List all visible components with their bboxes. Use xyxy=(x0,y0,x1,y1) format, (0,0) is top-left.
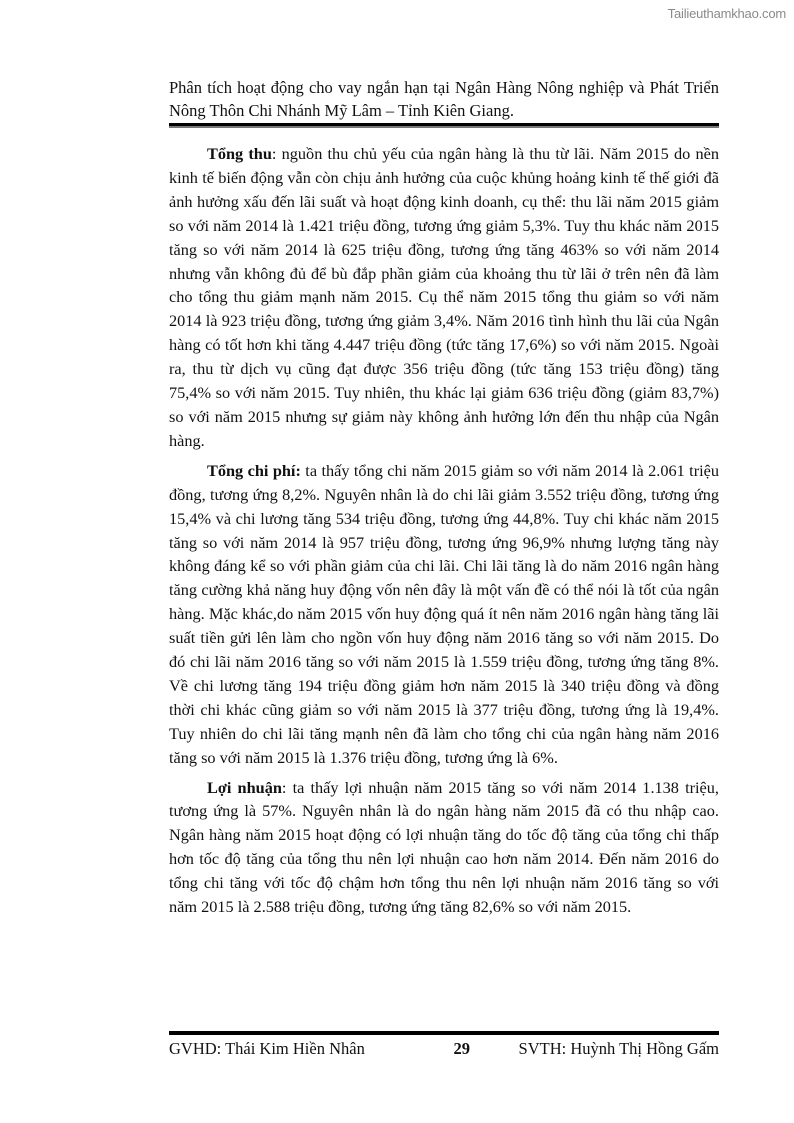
running-header: Phân tích hoạt động cho vay ngắn hạn tại Ngân Hàng Nông nghiệp và Phát Triển Nông Thôn Chi Nhánh Mỹ Lâm – Tỉnh Kiên Giang. xyxy=(169,78,719,120)
paragraph-lead: Lợi nhuận xyxy=(207,777,282,797)
paragraph-tong-thu xyxy=(169,142,719,453)
footer-divider xyxy=(169,1031,719,1035)
paragraph-tong-chi-phi xyxy=(169,459,719,770)
paragraph-loi-nhuan xyxy=(169,776,719,919)
page-number: 29 xyxy=(453,1039,470,1058)
running-footer xyxy=(169,1038,719,1060)
header-divider xyxy=(169,123,719,128)
paragraph-lead: Tổng thu xyxy=(207,144,272,163)
watermark: Tailieuthamkhao.com xyxy=(667,6,786,21)
paragraph-lead: Tổng chi phí: xyxy=(207,460,301,480)
document-body xyxy=(169,142,719,925)
footer-advisor: GVHD: Thái Kim Hiền Nhân xyxy=(169,1039,365,1058)
paragraph-text: : nguồn thu chủ yếu của ngân hàng là thu từ lãi. Năm 2015 do nền kinh tế biến động vẫn còn chịu ảnh hưởng của cuộc khủng hoảng kinh tế thế giới đã ảnh hưởng xấu đến lãi suất và hoạt động kinh doanh, cụ thể: thu lãi năm 2015 giảm so với năm 2014 là 1.421 triệu đồng, tương ứng giảm 5,3%. Tuy thu khác năm 2015 tăng so với năm 2014 là 625 triệu đồng, tương ứng tăng 463% so với năm 2014 nhưng vẫn không đủ để bù đắp phần giảm của khoảng thu từ lãi ở trên nên đã làm cho tổng thu giảm mạnh năm 2015. Cụ thể năm 2015 tổng thu giảm so với năm 2014 là 923 triệu đồng, tương ứng giảm 3,4%. Năm 2016 tình hình thu lãi của Ngân hàng có tốt hơn khi tăng 4.447 triệu đồng (tức tăng 17,6%) so với năm 2015. Ngoài ra, thu từ dịch vụ cũng đạt được 356 triệu đồng (tức tăng 153 triệu đồng) tăng 75,4% so với năm 2015. Tuy nhiên, thu khác lại giảm 636 triệu đồng (giảm 83,7%) so với năm 2015 nhưng sự giảm này không ảnh hưởng lớn đến thu nhập của Ngân hàng. xyxy=(169,144,719,450)
footer-student: SVTH: Huỳnh Thị Hồng Gấm xyxy=(518,1039,719,1058)
paragraph-text: : ta thấy lợi nhuận năm 2015 tăng so với năm 2014 1.138 triệu, tương ứng là 57%. Nguyên nhân là do ngân hàng năm 2015 đã có thu nhập cao. Ngân hàng năm 2015 hoạt động có lợi nhuận tăng do tốc độ tăng của tổng chi thấp hơn tốc độ tăng của tổng thu nên lợi nhuận cao hơn năm 2014. Đến năm 2016 do tổng chi tăng với tốc độ chậm hơn tổng thu nên lợi nhuận năm 2016 tăng so với năm 2015 là 2.588 triệu đồng, tương ứng tăng 82,6% so với năm 2015. xyxy=(169,777,719,917)
paragraph-text: ta thấy tổng chi năm 2015 giảm so với năm 2014 là 2.061 triệu đồng, tương ứng 8,2%. Nguyên nhân là do chi lãi giảm 3.552 triệu đồng, tương ứng 15,4% và chi lương tăng 534 triệu đồng, tương ứng 44,8%. Tuy chi khác năm 2015 tăng so với năm 2014 là 957 triệu đồng, tương ứng 96,9% nhưng lượng tăng này không đáng kể so với phần giảm của chi lãi. Chi lãi tăng là do năm 2016 ngân hàng tăng cường khả năng huy động vốn nên đây là một vấn đề có thể nói là tốt của ngân hàng. Mặc khác,do năm 2015 vốn huy động quá ít nên năm 2016 ngân hàng tăng lãi suất tiền gửi lên làm cho ngồn vốn huy động năm 2016 tăng so với năm 2015. Do đó chi lãi năm 2016 tăng so với năm 2015 là 1.559 triệu đồng, tương ứng tăng 8%. Về chi lương tăng 194 triệu đồng giảm hơn năm 2015 là 340 triệu đồng và đồng thời chi khác cũng giảm so với năm 2015 là 377 triệu đồng, tương ứng là 19,4%. Tuy nhiên do chi lãi tăng mạnh nên đã làm cho tổng chi của ngân hàng năm 2016 tăng so với năm 2015 là 1.376 triệu đồng, tương ứng là 6%. xyxy=(169,460,720,767)
